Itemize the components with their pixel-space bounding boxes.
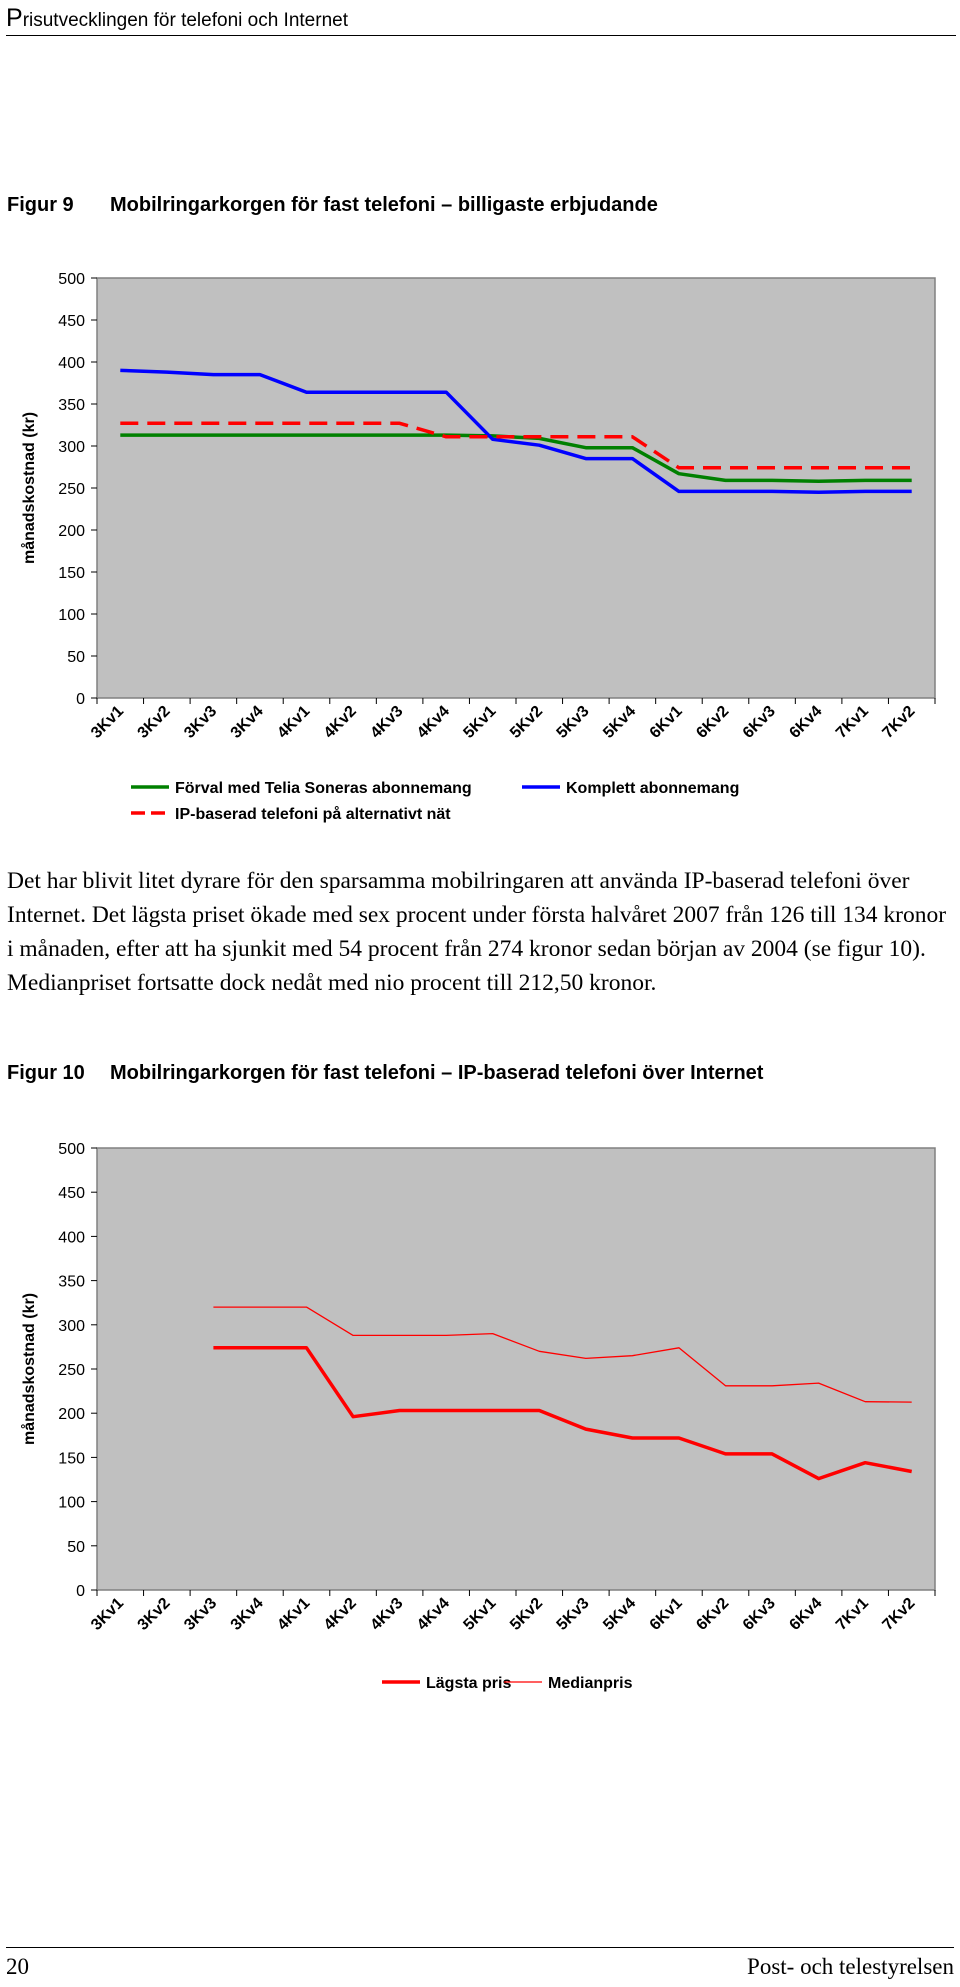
fig9-y-tick-label: 200 (58, 523, 85, 540)
fig10-y-tick-label: 350 (58, 1273, 85, 1291)
fig9-plot-area (97, 278, 935, 698)
fig10-x-tick-label: 4Kv1 (274, 1594, 314, 1634)
figure10-caption (7, 1062, 763, 1085)
figure10-chart (0, 1120, 960, 1700)
footer-org: Post- och telestyrelsen (747, 1954, 954, 1979)
fig10-y-tick-label: 50 (67, 1538, 85, 1556)
fig9-x-tick-label: 5Kv4 (600, 702, 640, 742)
fig10-x-tick-label: 7Kv1 (832, 1594, 872, 1634)
fig10-plot-area (97, 1148, 935, 1590)
fig10-y-tick-label: 500 (58, 1141, 85, 1158)
fig10-legend-label: Lägsta pris (426, 1675, 512, 1692)
fig10-x-tick-label: 4Kv4 (413, 1594, 453, 1634)
fig9-y-tick-label: 150 (58, 565, 85, 582)
fig9-x-tick-label: 7Kv1 (832, 702, 872, 742)
fig9-x-tick-label: 5Kv3 (553, 702, 593, 742)
fig9-y-tick-label: 400 (58, 355, 85, 372)
fig9-y-tick-label: 50 (67, 649, 85, 666)
fig10-x-tick-label: 7Kv2 (879, 1594, 919, 1634)
fig10-x-tick-label: 6Kv3 (739, 1594, 779, 1634)
fig9-y-axis-label: månadskostnad (kr) (21, 411, 38, 565)
page-header (6, 4, 956, 36)
fig10-x-tick-label: 3Kv4 (227, 1594, 267, 1634)
figure9-chart (0, 260, 960, 830)
fig9-y-tick-label: 0 (76, 691, 85, 708)
header-title: risutvecklingen för telefoni och Internet (22, 10, 348, 31)
header-initial: P (6, 4, 23, 32)
page-footer (6, 1947, 954, 1979)
fig10-y-axis-label: månadskostnad (kr) (21, 1292, 38, 1446)
fig9-x-tick-label: 4Kv2 (320, 702, 360, 742)
fig10-x-tick-label: 5Kv4 (600, 1594, 640, 1634)
figure10-number: Figur 10 (7, 1062, 85, 1084)
fig9-y-tick-label: 300 (58, 439, 85, 456)
fig9-x-tick-label: 7Kv2 (879, 702, 919, 742)
figure9-caption (7, 194, 658, 217)
fig9-y-tick-label: 450 (58, 313, 85, 330)
fig9-y-tick-label: 500 (58, 271, 85, 288)
fig9-x-tick-label: 3Kv4 (227, 702, 267, 742)
fig9-x-tick-label: 6Kv4 (786, 702, 826, 742)
fig10-x-tick-label: 3Kv1 (88, 1594, 128, 1634)
fig10-x-tick-label: 5Kv1 (460, 1594, 500, 1634)
fig9-legend-label: Förval med Telia Soneras abonnemang (175, 780, 472, 797)
fig10-x-tick-label: 3Kv2 (134, 1594, 174, 1634)
fig10-y-tick-label: 250 (58, 1362, 85, 1379)
figure9-title: Mobilringarkorgen för fast telefoni – billigaste erbjudande (110, 194, 658, 216)
fig9-legend-label: IP-baserad telefoni på alternativt nät (175, 806, 451, 823)
fig10-x-tick-label: 5Kv2 (507, 1594, 547, 1634)
fig10-x-tick-label: 6Kv4 (786, 1594, 826, 1634)
fig9-x-tick-label: 6Kv1 (646, 702, 686, 742)
fig10-y-tick-label: 100 (58, 1494, 85, 1512)
fig10-x-tick-label: 4Kv3 (367, 1594, 407, 1634)
fig10-x-tick-label: 4Kv2 (320, 1594, 360, 1634)
fig9-x-tick-label: 3Kv2 (134, 702, 174, 742)
fig9-y-tick-label: 350 (58, 397, 85, 414)
fig10-y-tick-label: 300 (58, 1317, 85, 1335)
fig9-x-tick-label: 6Kv3 (739, 702, 779, 742)
fig9-y-tick-label: 250 (58, 481, 85, 498)
fig9-x-tick-label: 4Kv1 (274, 702, 314, 742)
fig10-x-tick-label: 6Kv2 (693, 1594, 733, 1634)
fig9-y-tick-label: 100 (58, 607, 85, 624)
fig9-x-tick-label: 3Kv3 (181, 702, 221, 742)
fig9-x-tick-label: 5Kv2 (507, 702, 547, 742)
fig9-x-tick-label: 6Kv2 (693, 702, 733, 742)
fig9-x-tick-label: 4Kv4 (413, 702, 453, 742)
fig9-legend-label: Komplett abonnemang (566, 780, 740, 797)
fig10-x-tick-label: 5Kv3 (553, 1594, 593, 1634)
fig10-y-tick-label: 200 (58, 1406, 85, 1424)
fig9-x-tick-label: 3Kv1 (88, 702, 128, 742)
fig10-y-tick-label: 150 (58, 1450, 85, 1468)
page-number: 20 (6, 1954, 29, 1979)
fig10-y-tick-label: 0 (76, 1583, 85, 1600)
fig9-x-tick-label: 5Kv1 (460, 702, 500, 742)
fig10-y-tick-label: 450 (58, 1185, 85, 1203)
fig10-legend-label: Medianpris (548, 1675, 633, 1692)
figure9-number: Figur 9 (7, 194, 74, 216)
fig10-x-tick-label: 6Kv1 (646, 1594, 686, 1634)
body-paragraph: Det har blivit litet dyrare för den sparsamma mobilringaren att använda IP-baserad telefoni över Internet. Det lägsta priset ökade med sex procent under första halvåret 2007 från 126 till 134 kronor i månaden, efter att ha sjunkit med 54 procent från 274 kronor sedan början av 2004 (se figur 10). Medianpriset fortsatte dock nedåt med nio procent till 212,50 kronor. (7, 868, 947, 996)
fig10-y-tick-label: 400 (58, 1229, 85, 1247)
fig9-x-tick-label: 4Kv3 (367, 702, 407, 742)
fig10-x-tick-label: 3Kv3 (181, 1594, 221, 1634)
figure10-title: Mobilringarkorgen för fast telefoni – IP-baserad telefoni över Internet (110, 1062, 764, 1084)
